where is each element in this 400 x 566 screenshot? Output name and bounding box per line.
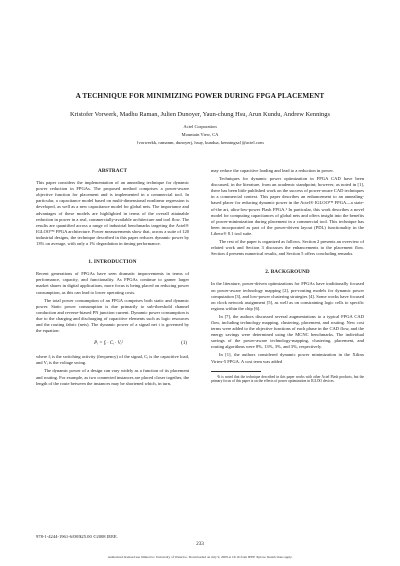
abstract-heading: ABSTRACT <box>97 168 128 174</box>
equation-number: (1) <box>181 341 187 347</box>
footnote: ¹It is noted that the technique described in this paper works with other Actel Flash products, but the primary focus of this paper is on the effects of power optimization in IGLOO devices. <box>211 374 364 384</box>
affiliation-org: Actel Corporation <box>183 124 217 129</box>
affiliation-emails[interactable]: {vorwerkk, ramanm, dunoyerj, hsuy, kundua, kenningsa}@actel.com <box>136 140 264 145</box>
equation-body: Pᵢ = fᵢ · Cᵢ · Vᵢ² <box>94 341 124 347</box>
abstract-text: This paper considers the implementation of an annealing technique for dynamic power reduction in FPGAs. The proposed method comprises a power-aware objective function for placement and is implemented in a commercial tool. In particular, a capacitance model based on multi-dimensional nonlinear regression is developed, as well as a new capacitance model for global nets. The importance and advantages of these models are highlighted in terms of the overall attainable reduction in power in a real, commercially-available architecture and tool flow. The results are quantified across a range of industrial benchmarks targeting the Actel® IGLOO™ FPGA architecture. Power measurements show that, across a suite of 120 industrial designs, the technique described in this paper reduces dynamic power by 13% on average, with only a 1% degradation in timing performance. <box>36 180 189 247</box>
license-notice: Authorized licensed use limited to: University of Waterloo. Downloaded on July 9, 2009 at 16:16 from IEEE Xplore. Restrictions apply. <box>107 555 293 559</box>
affiliation-location: Mountain View, CA <box>181 132 219 137</box>
background-paragraph: In [7], the authors discussed several augmentations to a typical FPGA CAD flow, including technology mapping, clustering, placement, and routing. New cost terms were added to the objective functions of each phase in the CAD flow, and the energy savings were determined using the MCNC benchmarks. The individual savings of the power-aware technology-mapping, clustering, placement, and routing algorithms were 8%, 13%, 3%, and 3%, respectively. <box>211 313 364 350</box>
body-paragraph: may reduce the capacitive loading and lead to a reduction in power. <box>211 168 334 173</box>
footnote-rule <box>211 371 261 372</box>
body-paragraph: The rest of the paper is organized as follows. Section 2 presents an overview of related work and Section 3 discusses the enhancements to the placement flow. Section 4 presents numerical results, and Section 5 offers concluding remarks. <box>211 239 364 257</box>
intro-paragraph: Recent generations of FPGAs have seen dramatic improvements in terms of performance, capacity, and functionality. As FPGAs continue to garner larger market shares in digital applications, more focus is being placed on reducing power consumption, as this can lead to lower operating costs. <box>36 271 189 295</box>
copyright-notice: 978-1-4244-1961-6/08/$25.00 ©2008 IEEE. <box>36 534 118 539</box>
intro-paragraph: where fᵢ is the switching activity (frequency) of the signal, Cᵢ is the capacitive load, and Vᵢ is the voltage swing. <box>36 354 189 366</box>
body-paragraph: Techniques for dynamic power optimization in FPGA CAD have been discussed, in the literature, from an academic standpoint; however, as noted in [1], there has been little published work on the success of power-aware CAD techniques in a commercial context. This paper describes an enhancement to an annealing-based placer for reducing dynamic power in the Actel® IGLOO™ FPGA—a state-of-the art, ultra-low-power Flash FPGA.¹ In particular, this work describes a novel model for computing capacitances of global nets and offers insight into the benefits of power-minimization during placement in a commercial tool. This technique has been incorporated as part of the power-driven layout (PDL) functionality in the Libero® 8.1 tool suite. <box>211 176 364 236</box>
page-number: 233 <box>196 541 204 547</box>
background-paragraph: In the literature, power-driven optimizations for FPGAs have traditionally focused on power-aware technology mapping [2], pre-routing models for dynamic power computation [3], and low-power clustering strategies [4]. Some works have focused on clock network assignment [5], as well as on constraining logic cells to specific regions within the chip [6]. <box>211 281 364 311</box>
intro-paragraph: The total power consumption of an FPGA comprises both static and dynamic power. Static power consumption is due primarily to sub-threshold channel conduction and reverse-biased PN junction current. Dynamic power consumption is due to the charging and discharging of capacitive elements such as logic resources and the routing fabric (nets). The dynamic power of a signal net i is governed by the equation: <box>36 297 189 334</box>
power-equation <box>36 341 189 347</box>
author-list: Kristofer Vorwerk, Madhu Raman, Julien Dunoyer, Yaun-chung Hsu, Arun Kundu, Andrew Kennings <box>70 111 330 118</box>
introduction-heading: 1. INTRODUCTION <box>88 259 137 266</box>
left-column <box>36 168 189 389</box>
intro-paragraph: The dynamic power of a design can vary widely as a function of its placement and routing. For example, as two connected instances are placed closer together, the length of the route between the instances may be shortened which, in turn, <box>36 368 189 386</box>
right-column <box>211 168 364 384</box>
paper-title: A TECHNIQUE FOR MINIMIZING POWER DURING FPGA PLACEMENT <box>75 92 325 100</box>
background-paragraph: In [1], the authors considered dynamic power minimization in the Xilinx Virtex-5 FPGA. A cost term was added <box>211 352 364 364</box>
background-heading: 2. BACKGROUND <box>265 269 310 276</box>
